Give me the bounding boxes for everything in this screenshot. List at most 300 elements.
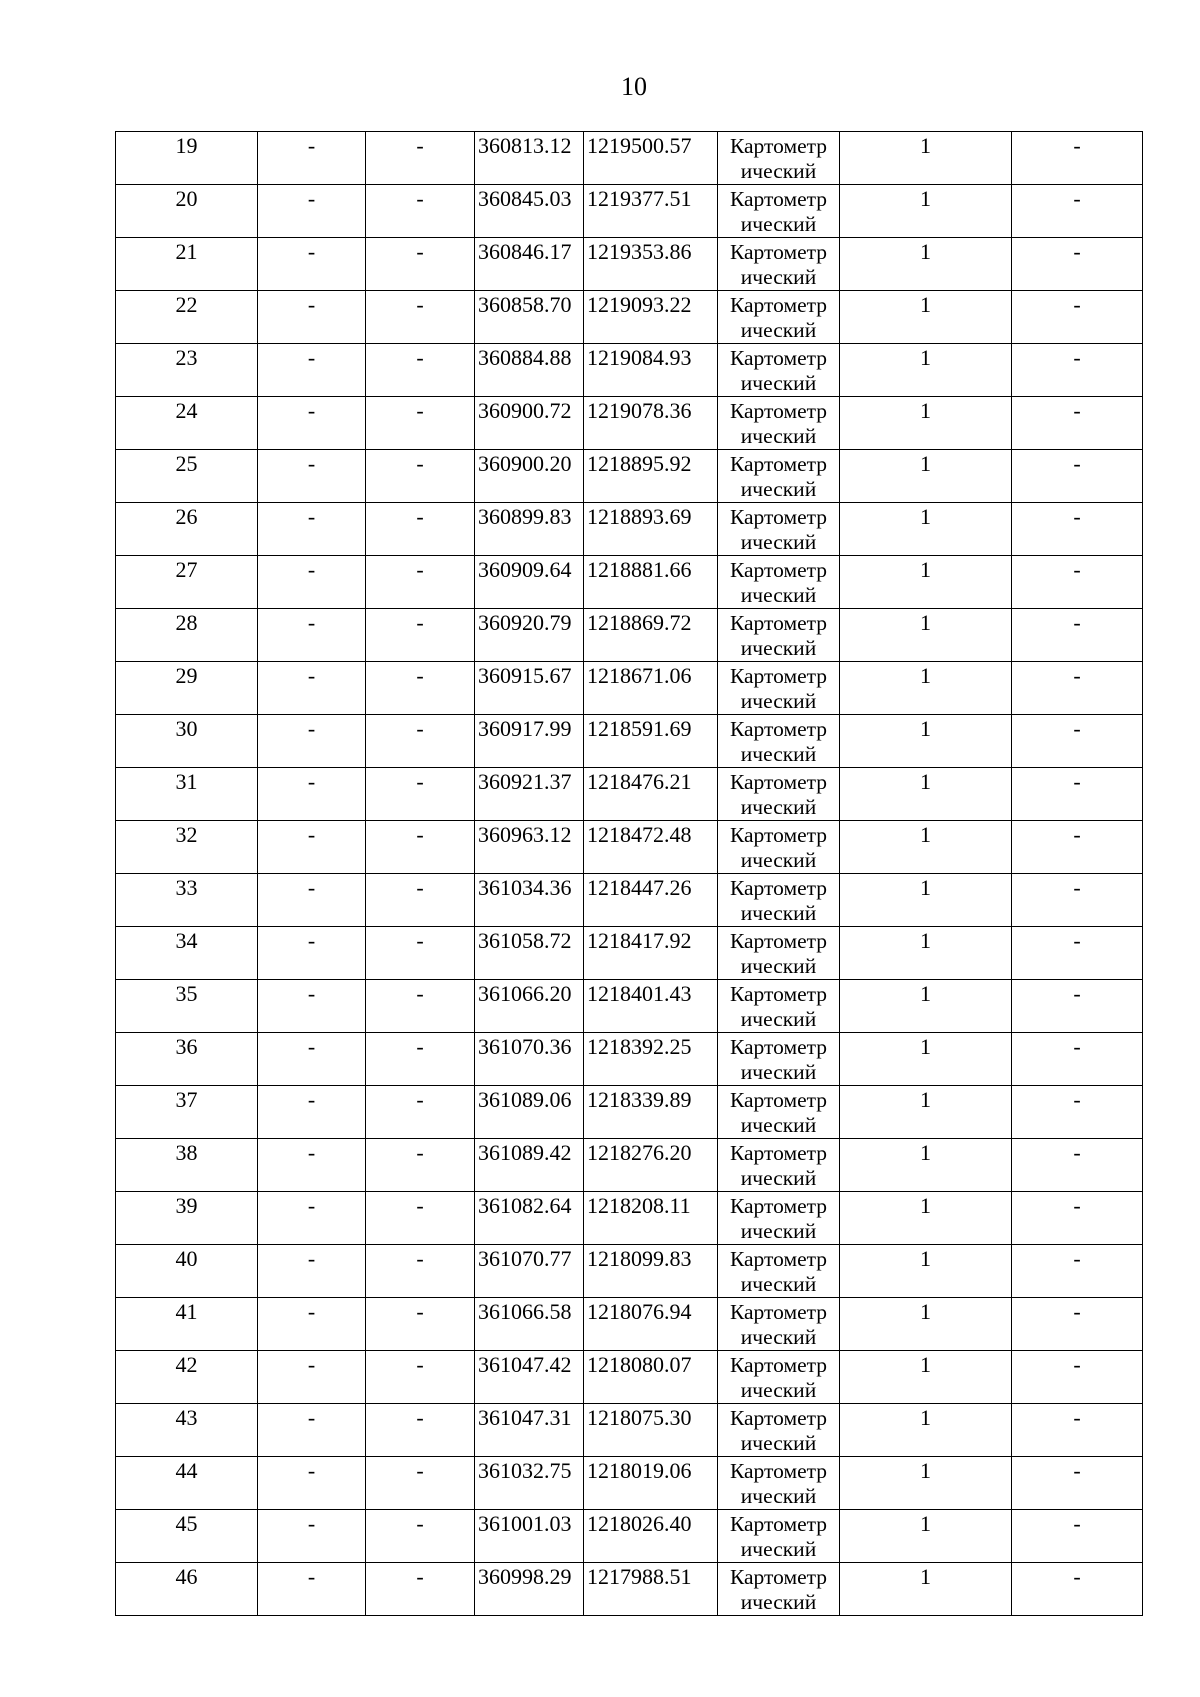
- dash-cell: -: [366, 662, 475, 715]
- y-coordinate-cell: 1218208.11: [584, 1192, 718, 1245]
- accuracy-cell: 1: [840, 662, 1012, 715]
- method-text: Картометр: [729, 1300, 828, 1324]
- method-text: Картометр: [729, 717, 828, 741]
- y-coordinate-cell: 1218019.06: [584, 1457, 718, 1510]
- method-text: ический: [740, 742, 817, 766]
- table-row: [116, 1033, 1143, 1086]
- method-text: Картометр: [729, 929, 828, 953]
- accuracy-cell: 1: [840, 1033, 1012, 1086]
- accuracy-cell: 1: [840, 1192, 1012, 1245]
- method-text: Картометр: [729, 1247, 828, 1271]
- y-coordinate-cell: 1218591.69: [584, 715, 718, 768]
- dash-cell: -: [1012, 662, 1143, 715]
- method-text: ический: [740, 954, 817, 978]
- page-number: 10: [621, 72, 647, 101]
- dash-cell: -: [258, 238, 366, 291]
- accuracy-cell: 1: [840, 715, 1012, 768]
- method-cell: [718, 503, 840, 556]
- dash-cell: -: [366, 450, 475, 503]
- table-row: [116, 1192, 1143, 1245]
- dash-cell: -: [258, 1086, 366, 1139]
- method-cell: [718, 132, 840, 185]
- method-text: Картометр: [729, 505, 828, 529]
- x-coordinate-cell: 361034.36: [475, 874, 584, 927]
- x-coordinate-cell: 360899.83: [475, 503, 584, 556]
- dash-cell: -: [1012, 1510, 1143, 1563]
- method-cell: [718, 238, 840, 291]
- method-text: ический: [740, 318, 817, 342]
- dash-cell: -: [1012, 1298, 1143, 1351]
- dash-cell: -: [1012, 238, 1143, 291]
- dash-cell: -: [258, 1563, 366, 1616]
- dash-cell: -: [366, 556, 475, 609]
- method-cell: [718, 715, 840, 768]
- accuracy-cell: 1: [840, 1404, 1012, 1457]
- y-coordinate-cell: 1218893.69: [584, 503, 718, 556]
- method-text: ический: [740, 901, 817, 925]
- table-row: [116, 1510, 1143, 1563]
- method-cell: [718, 768, 840, 821]
- dash-cell: -: [366, 1192, 475, 1245]
- dash-cell: -: [366, 768, 475, 821]
- table-row: [116, 1139, 1143, 1192]
- method-text: Картометр: [729, 1194, 828, 1218]
- x-coordinate-cell: 360909.64: [475, 556, 584, 609]
- method-text: ический: [740, 1219, 817, 1243]
- point-number-cell: 40: [116, 1245, 258, 1298]
- dash-cell: -: [366, 1298, 475, 1351]
- method-text: Картометр: [729, 823, 828, 847]
- y-coordinate-cell: 1219093.22: [584, 291, 718, 344]
- dash-cell: -: [1012, 1139, 1143, 1192]
- accuracy-cell: 1: [840, 768, 1012, 821]
- method-text: ический: [740, 477, 817, 501]
- x-coordinate-cell: 361047.42: [475, 1351, 584, 1404]
- dash-cell: -: [1012, 768, 1143, 821]
- point-number-cell: 19: [116, 132, 258, 185]
- dash-cell: -: [1012, 1086, 1143, 1139]
- dash-cell: -: [366, 1510, 475, 1563]
- x-coordinate-cell: 360915.67: [475, 662, 584, 715]
- method-text: Картометр: [729, 1088, 828, 1112]
- x-coordinate-cell: 360998.29: [475, 1563, 584, 1616]
- dash-cell: -: [1012, 185, 1143, 238]
- dash-cell: -: [258, 450, 366, 503]
- y-coordinate-cell: 1219500.57: [584, 132, 718, 185]
- dash-cell: -: [366, 132, 475, 185]
- point-number-cell: 33: [116, 874, 258, 927]
- method-text: ический: [740, 1484, 817, 1508]
- dash-cell: -: [366, 821, 475, 874]
- method-text: Картометр: [729, 187, 828, 211]
- table-row: [116, 927, 1143, 980]
- dash-cell: -: [258, 1033, 366, 1086]
- method-cell: [718, 1086, 840, 1139]
- method-text: Картометр: [729, 1512, 828, 1536]
- table-row: [116, 450, 1143, 503]
- method-text: ический: [740, 371, 817, 395]
- accuracy-cell: 1: [840, 1457, 1012, 1510]
- x-coordinate-cell: 360921.37: [475, 768, 584, 821]
- dash-cell: -: [258, 556, 366, 609]
- dash-cell: -: [258, 821, 366, 874]
- method-text: Картометр: [729, 134, 828, 158]
- table-row: [116, 609, 1143, 662]
- dash-cell: -: [366, 185, 475, 238]
- x-coordinate-cell: 361089.42: [475, 1139, 584, 1192]
- method-text: Картометр: [729, 982, 828, 1006]
- method-text: Картометр: [729, 664, 828, 688]
- method-cell: [718, 185, 840, 238]
- accuracy-cell: 1: [840, 1351, 1012, 1404]
- dash-cell: -: [1012, 556, 1143, 609]
- dash-cell: -: [1012, 1563, 1143, 1616]
- x-coordinate-cell: 361066.20: [475, 980, 584, 1033]
- method-text: Картометр: [729, 876, 828, 900]
- x-coordinate-cell: 360900.72: [475, 397, 584, 450]
- dash-cell: -: [1012, 397, 1143, 450]
- table-row: [116, 1404, 1143, 1457]
- dash-cell: -: [1012, 132, 1143, 185]
- method-text: Картометр: [729, 611, 828, 635]
- accuracy-cell: 1: [840, 556, 1012, 609]
- y-coordinate-cell: 1218476.21: [584, 768, 718, 821]
- y-coordinate-cell: 1219084.93: [584, 344, 718, 397]
- method-text: Картометр: [729, 1141, 828, 1165]
- table-row: [116, 503, 1143, 556]
- x-coordinate-cell: 360900.20: [475, 450, 584, 503]
- y-coordinate-cell: 1218881.66: [584, 556, 718, 609]
- table-row: [116, 397, 1143, 450]
- method-text: ический: [740, 424, 817, 448]
- point-number-cell: 43: [116, 1404, 258, 1457]
- y-coordinate-cell: 1218447.26: [584, 874, 718, 927]
- accuracy-cell: 1: [840, 1139, 1012, 1192]
- method-cell: [718, 450, 840, 503]
- method-cell: [718, 397, 840, 450]
- method-text: ический: [740, 583, 817, 607]
- point-number-cell: 24: [116, 397, 258, 450]
- point-number-cell: 32: [116, 821, 258, 874]
- accuracy-cell: 1: [840, 1510, 1012, 1563]
- method-cell: [718, 1192, 840, 1245]
- dash-cell: -: [258, 1351, 366, 1404]
- accuracy-cell: 1: [840, 238, 1012, 291]
- dash-cell: -: [258, 132, 366, 185]
- table-row: [116, 874, 1143, 927]
- y-coordinate-cell: 1218417.92: [584, 927, 718, 980]
- dash-cell: -: [1012, 344, 1143, 397]
- y-coordinate-cell: 1218026.40: [584, 1510, 718, 1563]
- method-text: Картометр: [729, 346, 828, 370]
- point-number-cell: 44: [116, 1457, 258, 1510]
- dash-cell: -: [258, 768, 366, 821]
- table-row: [116, 1351, 1143, 1404]
- method-cell: [718, 662, 840, 715]
- accuracy-cell: 1: [840, 1086, 1012, 1139]
- x-coordinate-cell: 360963.12: [475, 821, 584, 874]
- point-number-cell: 46: [116, 1563, 258, 1616]
- y-coordinate-cell: 1219377.51: [584, 185, 718, 238]
- accuracy-cell: 1: [840, 132, 1012, 185]
- table-row: [116, 556, 1143, 609]
- x-coordinate-cell: 361001.03: [475, 1510, 584, 1563]
- y-coordinate-cell: 1218671.06: [584, 662, 718, 715]
- x-coordinate-cell: 361066.58: [475, 1298, 584, 1351]
- table-row: [116, 132, 1143, 185]
- y-coordinate-cell: 1218080.07: [584, 1351, 718, 1404]
- table-row: [116, 715, 1143, 768]
- y-coordinate-cell: 1218895.92: [584, 450, 718, 503]
- dash-cell: -: [1012, 1245, 1143, 1298]
- accuracy-cell: 1: [840, 609, 1012, 662]
- y-coordinate-cell: 1219353.86: [584, 238, 718, 291]
- table-row: [116, 768, 1143, 821]
- method-text: Картометр: [729, 452, 828, 476]
- method-text: Картометр: [729, 293, 828, 317]
- method-cell: [718, 1563, 840, 1616]
- dash-cell: -: [258, 1510, 366, 1563]
- table-row: [116, 1086, 1143, 1139]
- point-number-cell: 37: [116, 1086, 258, 1139]
- x-coordinate-cell: 360813.12: [475, 132, 584, 185]
- point-number-cell: 36: [116, 1033, 258, 1086]
- table-row: [116, 1298, 1143, 1351]
- dash-cell: -: [258, 715, 366, 768]
- method-text: Картометр: [729, 240, 828, 264]
- dash-cell: -: [1012, 821, 1143, 874]
- x-coordinate-cell: 361070.77: [475, 1245, 584, 1298]
- dash-cell: -: [366, 1139, 475, 1192]
- method-cell: [718, 344, 840, 397]
- dash-cell: -: [366, 344, 475, 397]
- table-row: [116, 238, 1143, 291]
- x-coordinate-cell: 360845.03: [475, 185, 584, 238]
- method-text: Картометр: [729, 1565, 828, 1589]
- point-number-cell: 29: [116, 662, 258, 715]
- x-coordinate-cell: 360917.99: [475, 715, 584, 768]
- method-text: ический: [740, 159, 817, 183]
- method-text: ический: [740, 265, 817, 289]
- dash-cell: -: [258, 1298, 366, 1351]
- dash-cell: -: [1012, 715, 1143, 768]
- method-cell: [718, 980, 840, 1033]
- table-row: [116, 662, 1143, 715]
- y-coordinate-cell: 1218076.94: [584, 1298, 718, 1351]
- dash-cell: -: [258, 1192, 366, 1245]
- point-number-cell: 39: [116, 1192, 258, 1245]
- method-cell: [718, 1245, 840, 1298]
- dash-cell: -: [1012, 450, 1143, 503]
- dash-cell: -: [1012, 927, 1143, 980]
- method-cell: [718, 291, 840, 344]
- dash-cell: -: [258, 291, 366, 344]
- dash-cell: -: [258, 662, 366, 715]
- method-text: Картометр: [729, 770, 828, 794]
- x-coordinate-cell: 360884.88: [475, 344, 584, 397]
- x-coordinate-cell: 361070.36: [475, 1033, 584, 1086]
- method-text: ический: [740, 1325, 817, 1349]
- method-text: ический: [740, 795, 817, 819]
- dash-cell: -: [258, 1404, 366, 1457]
- dash-cell: -: [366, 397, 475, 450]
- method-cell: [718, 821, 840, 874]
- table-row: [116, 821, 1143, 874]
- method-text: ический: [740, 1378, 817, 1402]
- method-text: ический: [740, 1007, 817, 1031]
- dash-cell: -: [258, 927, 366, 980]
- point-number-cell: 22: [116, 291, 258, 344]
- point-number-cell: 45: [116, 1510, 258, 1563]
- method-cell: [718, 1033, 840, 1086]
- dash-cell: -: [366, 1245, 475, 1298]
- method-cell: [718, 1351, 840, 1404]
- x-coordinate-cell: 360920.79: [475, 609, 584, 662]
- dash-cell: -: [1012, 1404, 1143, 1457]
- method-cell: [718, 1298, 840, 1351]
- table-row: [116, 1563, 1143, 1616]
- dash-cell: -: [366, 874, 475, 927]
- table-row: [116, 1245, 1143, 1298]
- accuracy-cell: 1: [840, 1245, 1012, 1298]
- dash-cell: -: [258, 980, 366, 1033]
- dash-cell: -: [258, 609, 366, 662]
- accuracy-cell: 1: [840, 450, 1012, 503]
- x-coordinate-cell: 361047.31: [475, 1404, 584, 1457]
- y-coordinate-cell: 1218075.30: [584, 1404, 718, 1457]
- accuracy-cell: 1: [840, 185, 1012, 238]
- method-text: ический: [740, 1537, 817, 1561]
- dash-cell: -: [366, 715, 475, 768]
- point-number-cell: 21: [116, 238, 258, 291]
- method-text: ический: [740, 1166, 817, 1190]
- table-row: [116, 344, 1143, 397]
- y-coordinate-cell: 1217988.51: [584, 1563, 718, 1616]
- dash-cell: -: [366, 927, 475, 980]
- table-row: [116, 980, 1143, 1033]
- accuracy-cell: 1: [840, 291, 1012, 344]
- method-text: Картометр: [729, 399, 828, 423]
- x-coordinate-cell: 360846.17: [475, 238, 584, 291]
- dash-cell: -: [366, 1457, 475, 1510]
- coordinates-table: [115, 131, 1143, 1616]
- point-number-cell: 25: [116, 450, 258, 503]
- method-text: Картометр: [729, 558, 828, 582]
- y-coordinate-cell: 1218099.83: [584, 1245, 718, 1298]
- x-coordinate-cell: 360858.70: [475, 291, 584, 344]
- dash-cell: -: [1012, 1192, 1143, 1245]
- y-coordinate-cell: 1218472.48: [584, 821, 718, 874]
- dash-cell: -: [258, 1457, 366, 1510]
- dash-cell: -: [366, 291, 475, 344]
- point-number-cell: 35: [116, 980, 258, 1033]
- method-text: ический: [740, 530, 817, 554]
- dash-cell: -: [258, 1245, 366, 1298]
- dash-cell: -: [366, 238, 475, 291]
- method-text: ический: [740, 848, 817, 872]
- method-cell: [718, 1139, 840, 1192]
- point-number-cell: 31: [116, 768, 258, 821]
- point-number-cell: 28: [116, 609, 258, 662]
- table-row: [116, 1457, 1143, 1510]
- dash-cell: -: [366, 980, 475, 1033]
- dash-cell: -: [1012, 874, 1143, 927]
- y-coordinate-cell: 1218392.25: [584, 1033, 718, 1086]
- point-number-cell: 42: [116, 1351, 258, 1404]
- y-coordinate-cell: 1218276.20: [584, 1139, 718, 1192]
- accuracy-cell: 1: [840, 344, 1012, 397]
- y-coordinate-cell: 1218869.72: [584, 609, 718, 662]
- method-text: ический: [740, 1113, 817, 1137]
- dash-cell: -: [1012, 1351, 1143, 1404]
- method-text: Картометр: [729, 1353, 828, 1377]
- x-coordinate-cell: 361058.72: [475, 927, 584, 980]
- dash-cell: -: [366, 1351, 475, 1404]
- dash-cell: -: [1012, 1457, 1143, 1510]
- dash-cell: -: [1012, 1033, 1143, 1086]
- method-text: ический: [740, 212, 817, 236]
- method-cell: [718, 927, 840, 980]
- method-text: ический: [740, 1272, 817, 1296]
- dash-cell: -: [258, 397, 366, 450]
- method-text: Картометр: [729, 1406, 828, 1430]
- point-number-cell: 26: [116, 503, 258, 556]
- dash-cell: -: [258, 185, 366, 238]
- method-cell: [718, 556, 840, 609]
- point-number-cell: 27: [116, 556, 258, 609]
- table-row: [116, 185, 1143, 238]
- dash-cell: -: [258, 874, 366, 927]
- point-number-cell: 34: [116, 927, 258, 980]
- method-text: ический: [740, 689, 817, 713]
- dash-cell: -: [258, 503, 366, 556]
- point-number-cell: 20: [116, 185, 258, 238]
- dash-cell: -: [366, 1086, 475, 1139]
- y-coordinate-cell: 1218339.89: [584, 1086, 718, 1139]
- method-cell: [718, 1510, 840, 1563]
- point-number-cell: 38: [116, 1139, 258, 1192]
- x-coordinate-cell: 361032.75: [475, 1457, 584, 1510]
- accuracy-cell: 1: [840, 874, 1012, 927]
- method-text: ический: [740, 1060, 817, 1084]
- x-coordinate-cell: 361089.06: [475, 1086, 584, 1139]
- dash-cell: -: [366, 609, 475, 662]
- dash-cell: -: [1012, 609, 1143, 662]
- dash-cell: -: [1012, 980, 1143, 1033]
- accuracy-cell: 1: [840, 397, 1012, 450]
- accuracy-cell: 1: [840, 1298, 1012, 1351]
- accuracy-cell: 1: [840, 927, 1012, 980]
- method-cell: [718, 1457, 840, 1510]
- point-number-cell: 30: [116, 715, 258, 768]
- method-text: ический: [740, 1590, 817, 1614]
- table-row: [116, 291, 1143, 344]
- accuracy-cell: 1: [840, 980, 1012, 1033]
- method-text: Картометр: [729, 1459, 828, 1483]
- accuracy-cell: 1: [840, 503, 1012, 556]
- table-body: [116, 132, 1143, 1616]
- method-text: ический: [740, 1431, 817, 1455]
- point-number-cell: 41: [116, 1298, 258, 1351]
- dash-cell: -: [366, 1404, 475, 1457]
- dash-cell: -: [1012, 503, 1143, 556]
- dash-cell: -: [366, 503, 475, 556]
- y-coordinate-cell: 1218401.43: [584, 980, 718, 1033]
- method-text: Картометр: [729, 1035, 828, 1059]
- method-cell: [718, 1404, 840, 1457]
- dash-cell: -: [366, 1563, 475, 1616]
- point-number-cell: 23: [116, 344, 258, 397]
